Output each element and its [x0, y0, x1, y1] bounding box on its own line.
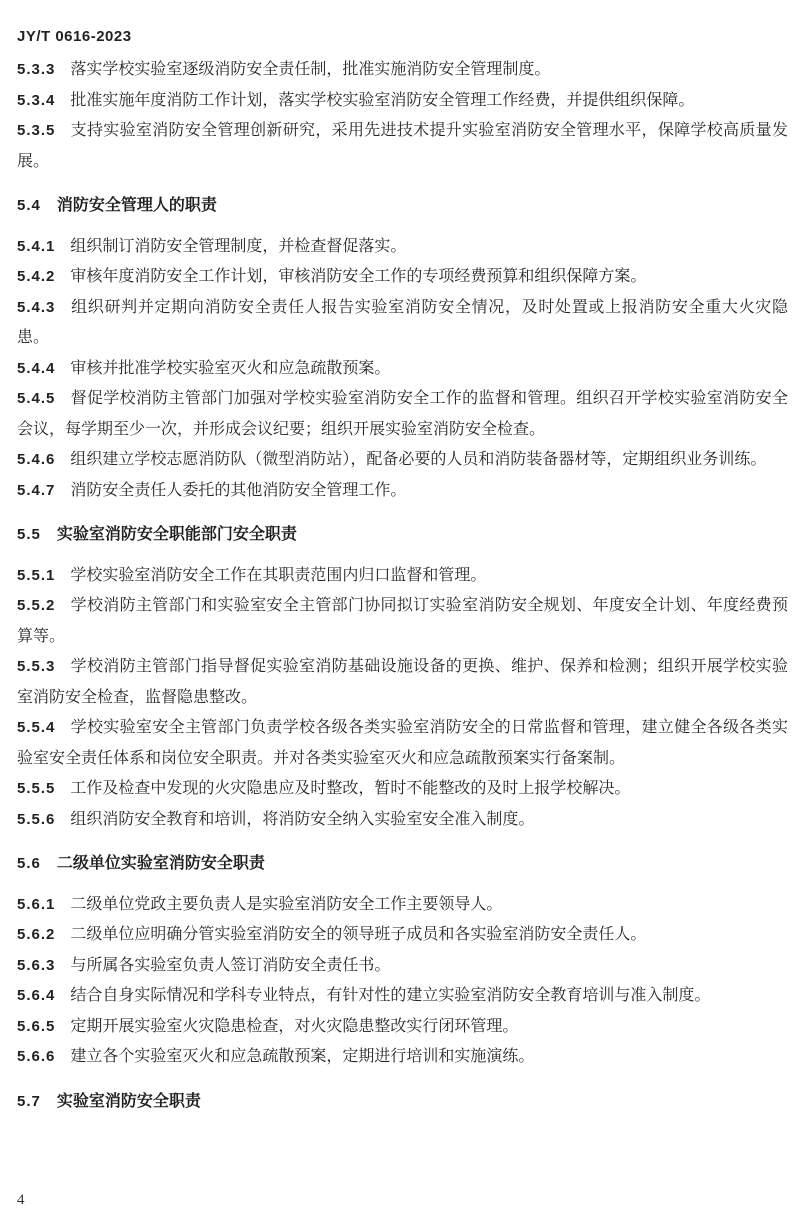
clause-number: 5.4.1 [17, 237, 56, 255]
clause-text: 建立各个实验室灭火和应急疏散预案，定期进行培训和实施演练。 [70, 1048, 535, 1065]
heading-number: 5.4 [17, 197, 41, 214]
clause-5-5-6 [17, 805, 788, 836]
heading-text: 消防安全管理人的职责 [56, 197, 217, 214]
clause-number: 5.5.4 [17, 719, 56, 736]
clause-5-6-6 [17, 1042, 788, 1073]
clause-text: 审核年度消防安全工作计划，审核消防安全工作的专项经费预算和组织保障方案。 [70, 268, 647, 285]
clause-text: 落实学校实验室逐级消防安全责任制，批准实施消防安全管理制度。 [70, 61, 551, 78]
clause-text: 组织消防安全教育和培训，将消防安全纳入实验室安全准入制度。 [70, 810, 535, 828]
clause-5-4-1 [17, 232, 788, 263]
clause-5-6-4 [17, 981, 788, 1012]
clause-text: 学校实验室消防安全工作在其职责范围内归口监督和管理。 [70, 566, 487, 584]
clause-text: 二级单位党政主要负责人是实验室消防安全工作主要领导人。 [70, 895, 503, 913]
clause-number: 5.6.3 [17, 956, 56, 974]
clause-5-3-5 [17, 116, 788, 177]
clause-text: 学校实验室安全主管部门负责学校各级各类实验室消防安全的日常监督和管理，建立健全各级各类实验室安全责任体系和岗位安全职责。并对各类实验室灭火和应急疏散预案实行备案制。 [17, 719, 788, 767]
section-heading-5-7 [17, 1087, 788, 1118]
clause-5-6-2 [17, 920, 788, 951]
clause-text: 批准实施年度消防工作计划，落实学校实验室消防安全管理工作经费，并提供组织保障。 [70, 91, 695, 109]
section-heading-5-6 [17, 849, 788, 880]
clause-5-3-4 [17, 86, 788, 117]
heading-number: 5.6 [17, 855, 41, 872]
clause-number: 5.6.4 [17, 987, 56, 1004]
clause-5-5-4 [17, 713, 788, 774]
page-number: 4 [17, 1192, 25, 1208]
clause-text: 定期开展实验室火灾隐患检查，对火灾隐患整改实行闭环管理。 [70, 1017, 519, 1035]
clause-5-3-3 [17, 55, 788, 86]
heading-number: 5.5 [17, 526, 41, 543]
clause-5-4-5 [17, 384, 788, 445]
clause-text: 二级单位应明确分管实验室消防安全的领导班子成员和各实验室消防安全责任人。 [70, 926, 647, 943]
clause-5-6-1 [17, 890, 788, 921]
heading-text: 实验室消防安全职能部门安全职责 [56, 526, 297, 543]
clause-text: 督促学校消防主管部门加强对学校实验室消防安全工作的监督和管理。组织召开学校实验室消防安全会议，每学期至少一次，并形成会议纪要；组织开展实验室消防安全检查。 [17, 390, 788, 438]
clause-5-5-3 [17, 652, 788, 713]
clause-text: 审核并批准学校实验室灭火和应急疏散预案。 [70, 359, 391, 377]
clause-5-4-6 [17, 445, 788, 476]
clause-number: 5.5.3 [17, 658, 56, 675]
clause-number: 5.4.3 [17, 298, 56, 316]
section-heading-5-4 [17, 191, 788, 222]
clause-text: 组织制订消防安全管理制度，并检查督促落实。 [70, 237, 407, 255]
clause-5-6-5 [17, 1012, 788, 1043]
clause-number: 5.6.2 [17, 926, 56, 943]
clause-text: 消防安全责任人委托的其他消防安全管理工作。 [70, 481, 407, 499]
clause-number: 5.4.7 [17, 481, 56, 499]
clause-text: 工作及检查中发现的火灾隐患应及时整改，暂时不能整改的及时上报学校解决。 [70, 780, 631, 797]
clause-5-6-3 [17, 951, 788, 982]
document-body [17, 55, 788, 1117]
clause-5-4-7 [17, 476, 788, 507]
clause-number: 5.3.5 [17, 122, 56, 139]
clause-5-4-3 [17, 293, 788, 354]
clause-number: 5.6.1 [17, 895, 56, 913]
clause-number: 5.4.2 [17, 268, 56, 285]
clause-5-4-4 [17, 354, 788, 385]
standard-number-header: JY/T 0616-2023 [17, 28, 132, 45]
clause-number: 5.4.6 [17, 451, 56, 468]
clause-5-5-2 [17, 591, 788, 652]
clause-text: 支持实验室消防安全管理创新研究，采用先进技术提升实验室消防安全管理水平，保障学校高质量发展。 [17, 122, 788, 170]
clause-number: 5.5.1 [17, 566, 56, 584]
clause-number: 5.5.2 [17, 597, 56, 614]
clause-5-4-2 [17, 262, 788, 293]
clause-text: 学校消防主管部门和实验室安全主管部门协同拟订实验室消防安全规划、年度安全计划、年度经费预算等。 [17, 597, 788, 645]
section-heading-5-5 [17, 520, 788, 551]
clause-5-5-1 [17, 561, 788, 592]
clause-number: 5.6.6 [17, 1048, 56, 1065]
clause-text: 与所属各实验室负责人签订消防安全责任书。 [70, 956, 391, 974]
clause-number: 5.3.3 [17, 61, 56, 78]
clause-number: 5.4.5 [17, 390, 56, 407]
heading-number: 5.7 [17, 1092, 41, 1110]
heading-text: 实验室消防安全职责 [56, 1092, 201, 1110]
clause-number: 5.4.4 [17, 359, 56, 377]
clause-number: 5.6.5 [17, 1017, 56, 1035]
clause-number: 5.3.4 [17, 91, 56, 109]
clause-number: 5.5.6 [17, 810, 56, 828]
clause-text: 结合自身实际情况和学科专业特点，有针对性的建立实验室消防安全教育培训与准入制度。 [70, 987, 711, 1004]
heading-text: 二级单位实验室消防安全职责 [56, 855, 265, 872]
clause-text: 学校消防主管部门指导督促实验室消防基础设施设备的更换、维护、保养和检测；组织开展学校实验室消防安全检查，监督隐患整改。 [17, 658, 788, 706]
clause-number: 5.5.5 [17, 780, 56, 797]
clause-5-5-5 [17, 774, 788, 805]
clause-text: 组织建立学校志愿消防队（微型消防站），配备必要的人员和消防装备器材等，定期组织业务训练。 [70, 451, 767, 468]
clause-text: 组织研判并定期向消防安全责任人报告实验室消防安全情况，及时处置或上报消防安全重大火灾隐患。 [17, 298, 788, 346]
